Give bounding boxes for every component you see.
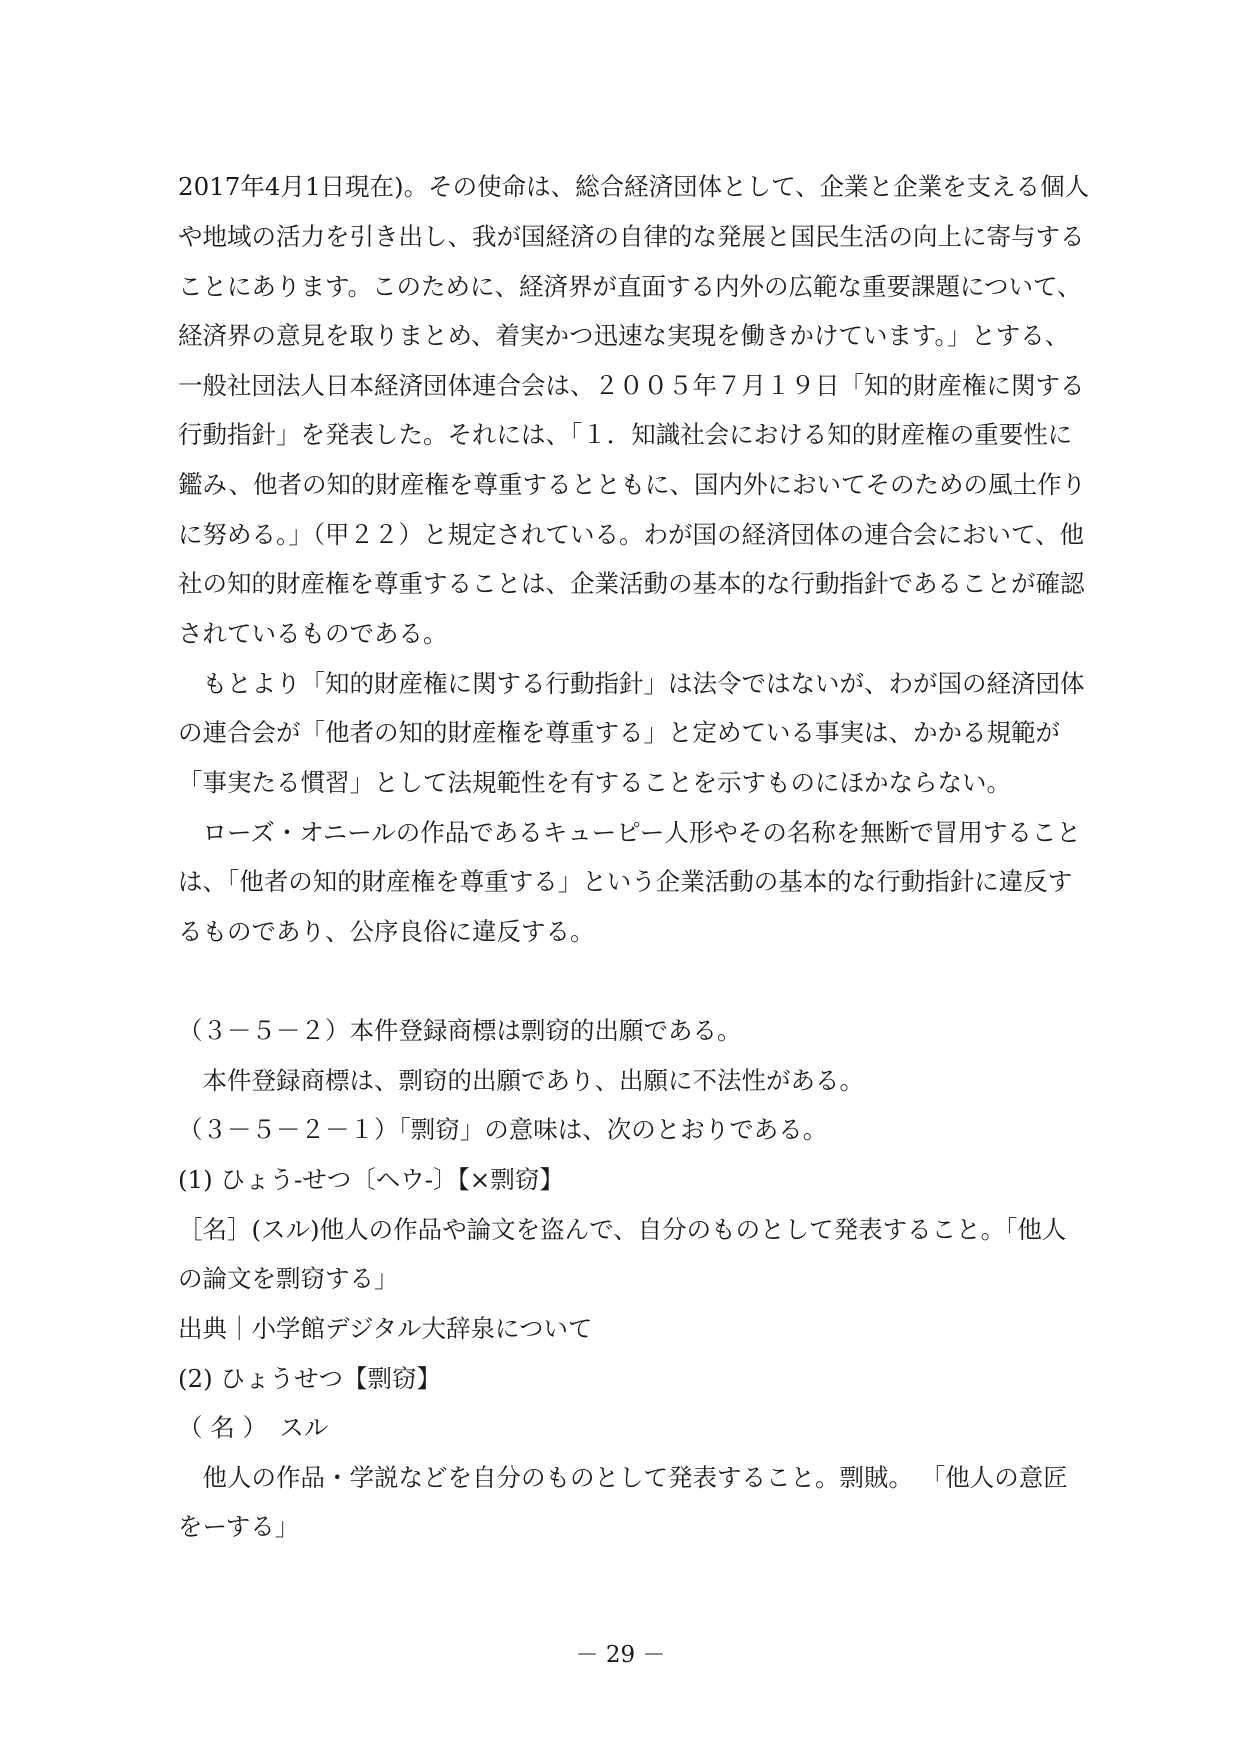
text-line: されているものである。 (178, 619, 448, 648)
text-line: ［名］(スル)他人の作品や論文を盗んで、自分のものとして発表すること。「他人 (178, 1215, 1067, 1244)
text-line: の連合会が「他者の知的財産権を尊重する」と定めている事実は、かかる規範が (178, 718, 1060, 747)
text-line: は、「他者の知的財産権を尊重する」という企業活動の基本的な行動指針に違反す (178, 867, 1073, 896)
section-heading: （３－５－２）本件登録商標は剽窃的出願である。 (178, 1016, 742, 1045)
text-line: 「事実たる慣習」として法規範性を有することを示すものにほかならない。 (178, 768, 1011, 797)
section-heading: （３－５－２－１）「剽窃」の意味は、次のとおりである。 (178, 1115, 828, 1144)
text-line: 出典｜小学館デジタル大辞泉について (178, 1314, 593, 1343)
text-line: 2017年4月1日現在)。その使命は、総合経済団体として、企業と企業を支える個人 (178, 172, 1090, 201)
text-line: 社の知的財産権を尊重することは、企業活動の基本的な行動指針であることが確認 (178, 569, 1085, 598)
text-line: 行動指針」を発表した。それには、「１．知識社会における知的財産権の重要性に (178, 420, 1073, 449)
text-line: 本件登録商標は、剽窃的出願であり、出願に不法性がある。 (178, 1066, 864, 1095)
text-line: や地域の活力を引き出し、我が国経済の自律的な発展と国民生活の向上に寄与する (178, 222, 1085, 251)
text-line: もとより「知的財産権に関する行動指針」は法令ではないが、わが国の経済団体 (178, 669, 1085, 698)
page-number: － 29 － (575, 1642, 666, 1668)
text-line: るものであり、公序良俗に違反する。 (178, 917, 595, 946)
text-line: をーする」 (178, 1512, 300, 1541)
text-line: 他人の作品・学説などを自分のものとして発表すること。剽賊。 「他人の意匠 (178, 1463, 1068, 1492)
text-line: 鑑み、他者の知的財産権を尊重するとともに、国内外においてそのための風土作り (178, 470, 1086, 499)
text-line: ローズ・オニールの作品であるキューピー人形やその名称を無断で冒用すること (178, 818, 1081, 847)
text-line: （ 名 ） スル (178, 1413, 329, 1442)
text-line: 一般社団法人日本経済団体連合会は、２００５年７月１９日「知的財産権に関する (178, 371, 1085, 400)
text-line: 経済界の意見を取りまとめ、着実かつ迅速な実現を働きかけています。」とする、 (178, 321, 1070, 350)
text-line: に努める。」（甲２２）と規定されている。わが国の経済団体の連合会において、他 (178, 520, 1085, 549)
text-line: ことにあります。このために、経済界が直面する内外の広範な重要課題について、 (178, 272, 1082, 301)
text-line: の論文を剽窃する」 (178, 1264, 399, 1293)
text-line: (1) ひょう‐せつ〔ヘウ‐〕【×剽窃】 (178, 1165, 564, 1194)
text-line: (2) ひょうせつ【剽窃】 (178, 1364, 441, 1393)
